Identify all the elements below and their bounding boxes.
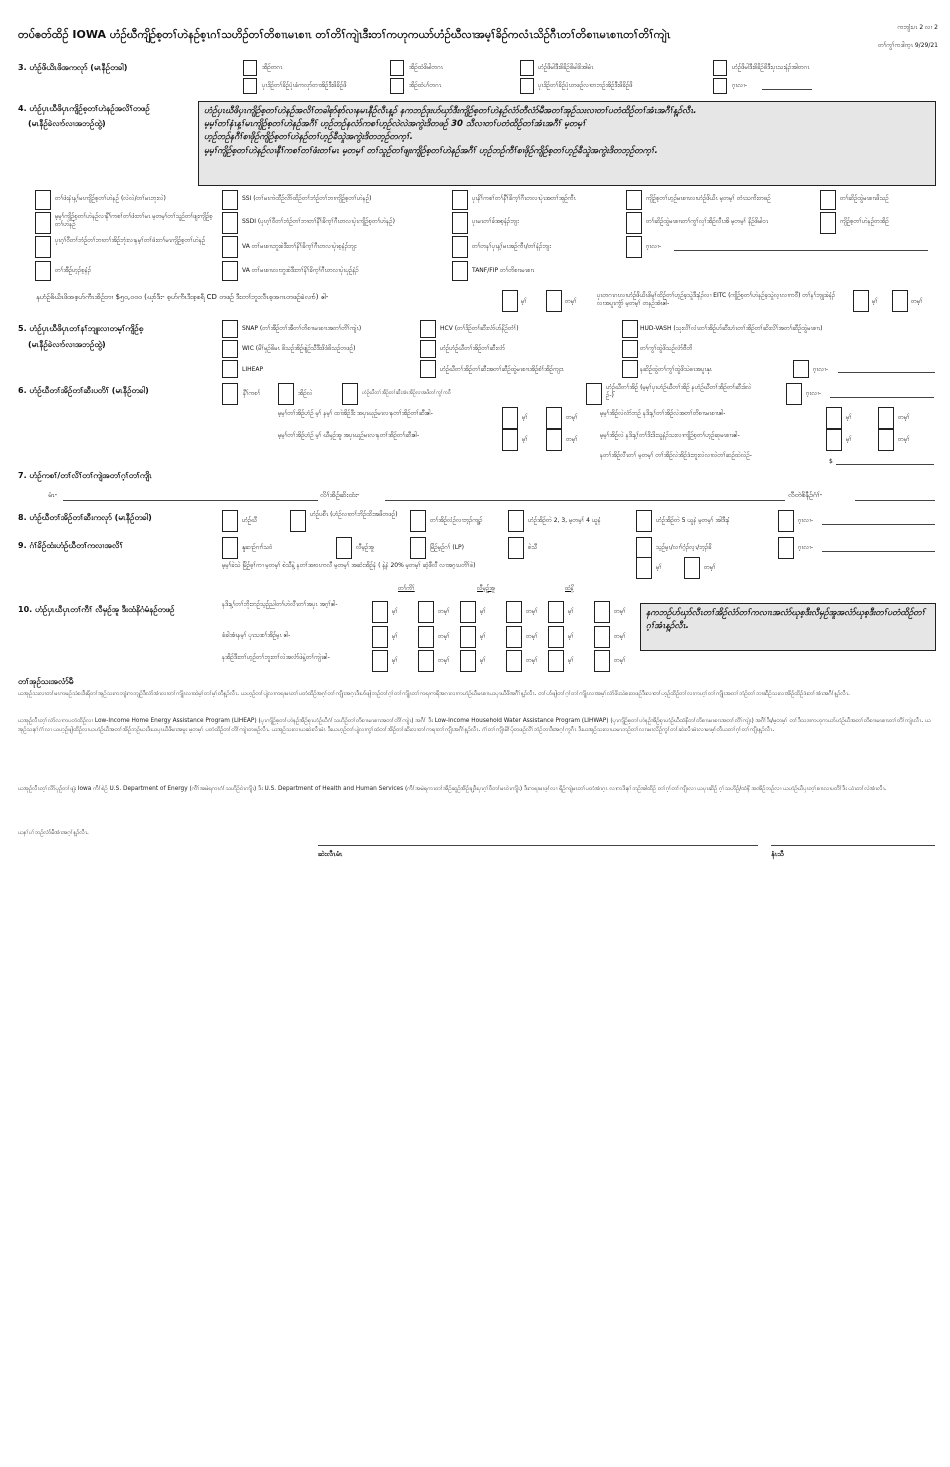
opt-label: TANF/FIP တၢ်တိစၢၤမၤစၢၤ bbox=[472, 267, 535, 274]
date-label: နံၤသီ bbox=[771, 850, 785, 858]
housing-q1: မ့မ့ၢ်တၢ်အိဉ်ဟံဉ် မ့ၢ် နမ့ၢ် ထၢဲအိဉ်ဒီး အပှၤဃုဉ်မၤလၢနတၢ်အိဉ်တၢ်ဆီးဧါ- bbox=[278, 410, 433, 417]
yes-label: မ့ၢ် bbox=[522, 414, 528, 421]
household-type-adults-no-children-checkbox[interactable] bbox=[520, 78, 534, 94]
yes-label: မ့ၢ် bbox=[392, 633, 398, 640]
housing-q4-yes-checkbox[interactable] bbox=[826, 429, 842, 451]
housing-q2-yes-checkbox[interactable] bbox=[502, 429, 518, 451]
form-title: တပ်ၜတ်ထိဉ် IOWA ဟံဉ်ဃီကျိဉ်စ့တၢ်ဟဲနဉ်စ့ၤဂၢ်သဟိဉ်တၢ်တိစၢၤမၤစၢၤ တၢ်တိၢ်ကျဲၤဒီးတၢ်ကဟုကယာ်ဟံဉ်ဃီလၢအမ့ၢ်ခိဉ်ကလံၤသိဉ်ဂီၤတၢ်တိစၢၤမၤစၢၤတၢ်တိၢ်ကျဲၤ bbox=[18, 28, 671, 41]
opt-label: VA တၢ်မၤစၢၤဘူးစဲဒီးတၢ်နိၢ်ခိက့ၢ်ဂီၤတလၢပှဲၤစ့နံၣ်ဘျး bbox=[242, 243, 357, 250]
water-q1-yes-checkbox[interactable] bbox=[548, 601, 564, 623]
housing-q4-no-checkbox[interactable] bbox=[878, 429, 894, 451]
date-input[interactable] bbox=[771, 845, 935, 846]
assets-no-checkbox[interactable] bbox=[546, 290, 562, 312]
opt-label: ဟံဉ်ဃီတၢ်အိဉ်တၢ်ဆီးအံၤအိဉ်လၢအဖိတၢ်ကွၢ်ကဝီ bbox=[362, 390, 451, 396]
no-label: တမ့ၢ် bbox=[898, 414, 910, 421]
opt-label: သ့ဉ်မ့ၤ/လၢၢ်ဂံ့ၣ်လ့ၤ/ဘ့ၣ်ခိ bbox=[656, 544, 712, 551]
utility-bills-notice: နကဘဉ်ပာ်ဃှာ်လီၤတၢ်အိဉ်လံာ်တၢ်ကလၢၤအလံာ်ဃုစ့ဒီးလီမှဉ်အူအလံာ်ဃုစ့ဒီးတၢ်ပတံထိဉ်တၢ်ဂ့ၢ်အံၤန့ၣ်လီၤ. bbox=[640, 603, 936, 651]
opt-label: မ့မ့ၢ်ကျိဉ်စ့တၢ်ဟဲနဉ်လၢနီၢ်ကစၢ်တၢ်ဖံးတၢ်မၤ မ့တမ့ၢ်တၢ်သူဉ်တၢ်ဖျးကျိဉ်စ့တၢ်ဟဲနဉ် bbox=[55, 213, 213, 228]
heat-q1-yes-checkbox[interactable] bbox=[372, 601, 388, 623]
electric-q2-yes-checkbox[interactable] bbox=[460, 626, 476, 648]
housing-q3-yes-checkbox[interactable] bbox=[826, 407, 842, 429]
eitc-no-checkbox[interactable] bbox=[892, 290, 908, 312]
income-wages-checkbox[interactable] bbox=[35, 190, 51, 210]
benefit-wic-checkbox[interactable] bbox=[222, 340, 238, 358]
income-va-disability-checkbox[interactable] bbox=[222, 236, 238, 258]
opt-label: အိဉ်လဲ bbox=[298, 390, 313, 397]
heat-q1-no-checkbox[interactable] bbox=[418, 601, 434, 623]
opt-label: တၢ်ဖံးနံၤန့ၢ်မၤကျိဉ်စ့တၢ်ဟဲနဉ် (လဲလဲ/တၢ်မၤဘုးလဲ) bbox=[55, 195, 166, 202]
notice-line: မ့မ့ၢ်ကျိဉ်စ့တၢ်ဟဲနဉ်လၢနီၢ်ကစၢ်တၢ်ဖံးတၢ်မၤ မ့တမ့ၢ် တၢ်သူဉ်တၢ်ဖျးကျိဉ်စ့တၢ်ဟဲနဉ်အဂီၢ် ဟ့ဉ်ဘဉ်ကီၢ်စၢဖိုဉ်ကျိဉ်စ့တၢ်ဟ့ဉ်ခီသူဲအကွဲးဒိတဘ့ဉ်တက့ၢ်. bbox=[204, 145, 658, 156]
yes-label: မ့ၢ် bbox=[392, 657, 398, 664]
dollar-sign: $ bbox=[829, 458, 833, 465]
benefit-other-input-line[interactable] bbox=[838, 372, 935, 373]
income-ssi-checkbox[interactable] bbox=[222, 190, 238, 210]
electric-q1-no-checkbox[interactable] bbox=[506, 601, 522, 623]
notice-line: ဟ့ဉ်ဘဉ်နဂီၢ်စၢဖိုဉ်ကျိဉ်စ့တၢ်ဟဲနဉ်တၢ်ဟ့ဉ်ခီသူဲအကွဲးဒိတဘ့ဉ်တက့ၢ်. bbox=[204, 132, 413, 143]
opt-label: ဂ့ၤလၢ- bbox=[813, 366, 829, 373]
income-social-security-checkbox[interactable] bbox=[452, 212, 468, 234]
utility-q2: ခံခါအံၤနမ့ၢ် ပှၤသးစၢ်အိဉ်မ့ၤ ဧါ- bbox=[222, 632, 291, 639]
eitc-yes-checkbox[interactable] bbox=[853, 290, 869, 312]
opt-label: ဟံဉ်အိဉ်တဲ 5 ယူနံ မ့တမ့ၢ် အါဒီးနံ bbox=[656, 517, 730, 524]
opt-label: တၢ်တနၢ်ပှၤန့ၢ်မၤအဉ်ကီၤ/တၢ်နံၣ်ဘျး bbox=[472, 243, 551, 250]
income-documents-notice bbox=[198, 101, 936, 186]
no-label: တမ့ၢ် bbox=[898, 436, 910, 443]
no-label: တမ့ၢ် bbox=[614, 633, 626, 640]
income-va-pension-checkbox[interactable] bbox=[222, 261, 238, 281]
housing-q1-yes-checkbox[interactable] bbox=[502, 407, 518, 429]
benefit-child-care-checkbox[interactable] bbox=[622, 340, 638, 358]
landlord-phone-input[interactable] bbox=[855, 500, 935, 501]
opt-label: WIC (မိၢ်မှဉ်ဖိမၤ ဖိသဉ်အိဉ်ဖျဲဉ်သီဒီးဖိဒံဖိသဉ်တဖဉ်) bbox=[242, 345, 356, 352]
household-type-single-checkbox[interactable] bbox=[243, 60, 257, 76]
yes-label: မ့ၢ် bbox=[872, 298, 878, 305]
fuel-natural-gas-checkbox[interactable] bbox=[222, 537, 238, 559]
fuel-q-yes-checkbox[interactable] bbox=[636, 557, 652, 579]
yes-label: မ့ၢ် bbox=[522, 436, 528, 443]
assets-yes-checkbox[interactable] bbox=[502, 290, 518, 312]
income-disability-checkbox[interactable] bbox=[452, 190, 468, 210]
fuel-oil-checkbox[interactable] bbox=[508, 537, 524, 559]
housing-own-checkbox[interactable] bbox=[222, 383, 238, 405]
dwelling-other-checkbox[interactable] bbox=[778, 510, 794, 532]
income-other-checkbox[interactable] bbox=[626, 236, 642, 258]
signature-label: ဆဲးလီၤမံၤ bbox=[318, 850, 343, 858]
opt-label: လီမ့ဉ်အူ bbox=[356, 544, 374, 551]
col-water: ထံနိ bbox=[565, 585, 574, 592]
opt-label: တၢ်ကွၢ်ထွဲဖိသဉ်လံာ်ဗီတိ bbox=[640, 345, 693, 352]
dwelling-other-input-line[interactable] bbox=[822, 524, 935, 525]
yes-label: မ့ၢ် bbox=[480, 657, 486, 664]
income-tanf-checkbox[interactable] bbox=[452, 261, 468, 281]
opt-label: ဟံဉ်ဖိမါဒီးဖိခိဉ်ဖိမါဖိအါမံၤ bbox=[538, 64, 594, 71]
housing-other-input-line[interactable] bbox=[830, 397, 934, 398]
housing-q3: မ့မ့ၢ်အိဉ်လဲလံာ်ဘဉ် နဒိးန့ၢ်တၢ်အိဉ်လဲအတၢ်တိစၢၤမၤစၢၤဧါ- bbox=[600, 410, 726, 417]
income-alimony-checkbox[interactable] bbox=[626, 212, 642, 234]
opt-label: နူဆၢဉ်ဂၢၢ်သဝံ bbox=[242, 544, 273, 551]
eitc-question: ပှၤတဂၤဂၤလၢဟံဉ်ဖိယိၤဖိမ့ၢ်ထိဉ်တၢ်ဟ့ဉ်ခ့သူဲဒီးနံၣ်လၢ EITC (ကျိဉ်စ့တၢ်ဟဲနဉ်ခ့သူဲလ့ၤလၢကဝီ) တၢ်နၢ်ဘျုးခဲနံၣ်လၢအပူၤကွံာ် မ့တမ့ၢ် တနဉ်အံၤဧါ- bbox=[597, 292, 836, 307]
certification-paragraph: ယအုဉ်သးလၢတၢ်မၤကမဉ်သံစးဒီးရိတၢ်အုဉ်သးကဘျံးကဘျဉ်ဒီလံာ်အံၤလၢတၢ်ကျိုၤလၢထဲမ့ၢ်တၢ်မ့ၢ်တီန့ၣ်လီၤ. ယဟ့ဉ်တၢ်ပျဲလၢကရၢမၤတၢ်ပတံထိဉ်အဂ့ၢ်တၢ်ကျိုၤအဂ့ၤဒီးပာ်ဖျါဘဉ်တၢ်ဂ့ၢ်တၢ်ကျိုၤတၢ်ကရၢကရိအဂၤလၢကဟံဉ်ဃီမၤစၢၤယပှၤဃီဖိအဂီၢ်န့ၣ်လီၤ. တၢ်ပာ်ဖျါတၢ်ဂ့ၢ်တၢ်ကျိုၤလၢအမ့ၢ်လံာ်ဖိးသဲစးတဖဉ်ဒီးလၢတၢ်ဟ့ဉ်ထိဉ်တၢ်လၢကဟ့ၢ်တၢ်ကျိုၤအတၢ်ဘံဉ်တၢ်ဘၢဆီဉ်သးလၢအိဉ်ထိဉ်ဒံးတၢ်အံၤအဂီၢ်န့ၣ်လီၤ. bbox=[18, 691, 850, 697]
housing-q2-no-checkbox[interactable] bbox=[546, 429, 562, 451]
certification-paragraph: ယအုဉ်လီၤတ့ၢ်လိာ်ပှဉ်တၢ်ဖျံး Iowa ကီၢ်စဲဉ် U.S. Department of Energy (ကီၢ်အမဲရကၤဂံၢ်သဟိဉ်ဝဲၤကျိၤ) ဒီး U.S. Department of Health and Human Services (ကီၢ်အမဲရကၤတၢ်အိဉ်ဆူဉ်အိဉ်ချ့ဒီးပှၤဂ့ၢ်ဝီတၢ်မၤဝဲၤကျိၤ) ဒီးကရၢမၤဖ့ၢ်လၢ ရိဉ်ကျဲမၤတၢ်ပတံအံၤဂ့ၤ လၢကဒိးနၢ်ဘဉ်အါထိဉ် တၢ်ဂ့ၢ်တၢ်ကျိၤလၢ ယပှၤဆိဉ် ဂ့ၢ်သဟိဉ်/ထံနိ အအိဉ်ဘဉ်လၢ ယဟံဉ်ဃီပှၤတ့ၢ်စၢၤလၢပတိၢ်ဒီး ယံၤတၢ်လဲအံၤလီၤ. bbox=[18, 786, 887, 792]
opt-label: ဟံဉ်ဃီ bbox=[242, 517, 258, 524]
utility-q3: နအိဉ်ဒီးတၢ်ဟ့ဉ်တၢ်ဘူးတၢ်လဲအလံာ်ဖဲနဲ့တၢ်ကျဲၤဧါ- bbox=[222, 654, 330, 661]
benefit-liheap-checkbox[interactable] bbox=[222, 360, 238, 378]
section-5-label: 5. ဟံဉ်ပှၤဃီဖိပှၤတၢ်နၢ်ဘျုးလၢတမ့ၢ်ကျိဉ်စ့ bbox=[18, 324, 144, 333]
certification-heading: တၢ်အုဉ်သးအလံာ်မီ bbox=[18, 677, 74, 686]
fuel-other-input-line[interactable] bbox=[822, 551, 935, 552]
opt-label: ဟံဉ်ဃီတၢ်အိဉ်တၢ်ဆီးအတၢ်ဆီဉ်ထွဲမၤစၢၤအိဉ်စံၢ်အိဉ်ကျးၤ bbox=[440, 366, 564, 373]
certification-agree: ယနၢ်ပၢ်ဘဉ်လံာ်မီအံၤအဂ့ၢ်န့ၣ်လီၤ. bbox=[18, 830, 89, 836]
section-10-label: 10. ဟံဉ်ပှၤဃီပှၤတၢ်ကီၢ် လီမှဉ်အူ ဒီးထံနိဂံမံနဉ်တဖဉ် bbox=[18, 605, 175, 614]
opt-label: ဂ့ၤလၢ- bbox=[798, 517, 814, 524]
yes-label: မ့ၢ် bbox=[480, 633, 486, 640]
benefit-public-housing-checkbox[interactable] bbox=[420, 340, 436, 358]
no-label: တမ့ၢ် bbox=[566, 436, 578, 443]
opt-label: စဲသီ bbox=[528, 544, 538, 551]
landlord-address-label: လိၢ်အိဉ်ဆိးထံး- bbox=[320, 491, 360, 499]
benefit-hcv-checkbox[interactable] bbox=[420, 320, 436, 338]
opt-label: တၢ်အိဉ်လံဉ်လၢဘ့ၣ်ကျ့ၣ် bbox=[430, 517, 483, 524]
yes-label: မ့ၢ် bbox=[568, 657, 574, 664]
landlord-name-input[interactable] bbox=[63, 500, 318, 501]
section-8-label: 8. ဟံဉ်ဃီတၢ်အိဉ်တၢ်ဆီးကလုာ် (မၤနီဉ်တခါ) bbox=[18, 513, 152, 522]
dwelling-mobile-home-checkbox[interactable] bbox=[290, 510, 306, 532]
household-type-other-checkbox[interactable] bbox=[713, 78, 727, 94]
section-3-label: 3. ဟံဉ်ဖိယိၤဖိအကလုာ် (မၤနီဉ်တခါ) bbox=[18, 63, 128, 72]
opt-label: ဟံဉ်အိဉ်တဲ 2, 3, မ့တမ့ၢ် 4 ယူနံ bbox=[528, 517, 601, 524]
section-9-label: 9. ဂံၢ်ခိဉ်ထံးဟံဉ်ဃီတၢ်ကလၢအလိၢ် bbox=[18, 541, 123, 550]
yes-label: မ့ၢ် bbox=[846, 436, 852, 443]
benefit-foster-care-checkbox[interactable] bbox=[622, 360, 638, 378]
opt-label: ပှၤမၤတၢ်ခ်အစ့နံၣ်ဘျး bbox=[472, 218, 519, 225]
no-label: တမ့ၢ် bbox=[438, 657, 450, 664]
no-label: တမ့ၢ် bbox=[526, 657, 538, 664]
no-label: တမ့ၢ် bbox=[526, 633, 538, 640]
assets-question: နဟံဉ်ဖိယိၤဖိအစ့ဟ်ကီၤအိဉ်ဘၢ $၅၀,၀၀၀ (ဃုာ်ဒီး- စ့ဟ်ကီၤဒီးစ့စရီ CD တဖဉ် ဒီးတၢ်ဘူးလီၤစ့အဂၤတဖဉ်ခဲလၢာ်) ဧါ- bbox=[36, 293, 329, 301]
opt-label: ကျိဉ်စ့တၢ်ဟဲနဉ်တအိဉ် bbox=[840, 218, 889, 225]
housing-q2: မ့မ့ၢ်တၢ်အိဉ်ဟံဉ် မ့ၢ် ဃီမှဉ်အူ အပှၤဃုဉ်မၤလၢနတၢ်အိဉ်တၢ်ဆီးဧါ- bbox=[278, 432, 420, 439]
no-label: တမ့ၢ် bbox=[704, 564, 716, 571]
housing-q1-no-checkbox[interactable] bbox=[546, 407, 562, 429]
benefit-other-checkbox[interactable] bbox=[793, 360, 809, 378]
opt-label: တၢ်ဆိဉ်ထွဲမၤစၢၤဖိသဉ် bbox=[840, 195, 889, 202]
yes-label: မ့ၢ် bbox=[656, 564, 662, 571]
household-type-single-parent-checkbox[interactable] bbox=[390, 60, 404, 76]
water-q3-yes-checkbox[interactable] bbox=[548, 650, 564, 672]
signature-input[interactable] bbox=[318, 845, 758, 846]
opt-label: မြိဉ်မ့ဉ်ဂၢ် (LP) bbox=[430, 544, 464, 551]
housing-q4: မ့မ့ၢ်အိဉ်လဲ နဒိးန့ၢ်တၢ်ဒိးဒိးသူနံၣ်သးလၢကျိဉ်စ့တၢ်ဟ့ဉ်ဆုမၤစၢၤဧါ- bbox=[600, 432, 740, 439]
no-label: တမ့ၢ် bbox=[565, 298, 577, 305]
electric-q2-no-checkbox[interactable] bbox=[506, 626, 522, 648]
housing-q3-no-checkbox[interactable] bbox=[878, 407, 894, 429]
fuel-wood-coal-checkbox[interactable] bbox=[636, 537, 652, 559]
opt-label: တၢ်ဆိဉ်ထွဲမၤစၢၤတၢ်ကွၢ်လှၢ်အိဉ်လီၤအိ မ့တမ့ၢ် နိဉ်ဖိမါဝၤ bbox=[646, 218, 769, 225]
household-type-single-father-checkbox[interactable] bbox=[390, 78, 404, 94]
income-ssdi-checkbox[interactable] bbox=[222, 212, 238, 234]
opt-label: ဟံဉ်ဃီတၢ်အိဉ် (မ့မ့ၢ်ပှၤဟံဉ်ဃီတၢ်အိဉ် နဟံဉ်ဃီတၢ်အိဉ်တၢ်ဆီးဒ်လဲဉ်-) bbox=[606, 384, 752, 399]
heat-q3-yes-checkbox[interactable] bbox=[372, 650, 388, 672]
yes-label: မ့ၢ် bbox=[480, 608, 486, 615]
opt-label: ပှၤဂ့ၢ်ဝီတၢ်ဘံဉ်တၢ်ဘၢတၢ်အိဉ်ဘုံးလၢနမ့ၢ်တၢ်ဖံးတၢ်မၤကျိဉ်စ့တၢ်ဟဲနဉ် bbox=[55, 237, 206, 244]
col-heat: တၢ်ကိၢ် bbox=[398, 585, 415, 592]
no-label: တမ့ၢ် bbox=[614, 657, 626, 664]
landlord-name-label: မံၤ- bbox=[48, 491, 58, 499]
water-q2-yes-checkbox[interactable] bbox=[548, 626, 564, 648]
opt-label: ဟံဉ်ဟံဉ်ဃီတၢ်အိဉ်တၢ်ဆီးလံာ် bbox=[440, 345, 506, 352]
income-pension-checkbox[interactable] bbox=[35, 261, 51, 281]
opt-label: ပှၤနိၢ်ကစၢ်တၢ်နီၢ်ခိက့ၢ်ဂီၤတလၢပှဲၤအတၢ်အုဉ်ကီၤ bbox=[472, 195, 576, 202]
heat-q2-no-checkbox[interactable] bbox=[418, 626, 434, 648]
opt-label: တၢ်အီဉ်ဟ့ၣ်စ့နံၣ် bbox=[55, 267, 92, 274]
no-label: တမ့ၢ် bbox=[911, 298, 923, 305]
opt-label: ဂ့ၤလၢ- bbox=[732, 82, 748, 89]
benefit-snap-checkbox[interactable] bbox=[222, 320, 238, 338]
opt-label: အိဉ်တဂၤ bbox=[262, 64, 283, 71]
section-6-label: 6. ဟံဉ်ဃီတၢ်အိဉ်တၢ်ဆီးပတိၢ် (မၤနီဉ်တခါ) bbox=[18, 386, 149, 395]
opt-label: ဟံဉ်ပစီၤ (ဟံဉ်လၢတၢ်ဘိဉ်ထိးအဖိတဖဉ်) bbox=[310, 511, 398, 518]
housing-q5: နတၢ်အိဉ်လီၤတၢ် မ့တမ့ၢ် တၢ်အိဉ်လဲအိဉ်ဒံးဘူးလဲလၢလဲတၢ်ဆဉ်ထဲလဲဉ်- bbox=[600, 452, 752, 459]
benefit-housing-support-checkbox[interactable] bbox=[420, 360, 436, 378]
yes-label: မ့ၢ် bbox=[846, 414, 852, 421]
fuel-question: မ့မ့ၢ်ခဲသဲ မြိဉ်ဓ့ၢ်ကၢ မ့တမ့ၢ် စဲသီနဲ့ နတၢ်အၢ၀ၤကလီ မ့တမ့ၢ် အဆံးအိဉ်နံ ( နဲ့နံ 20% မ့တမ့ၢ် ဆံ့ဖီလီ လၢအဂ့ၤပတိၢ်ဖဲ) bbox=[222, 562, 476, 569]
opt-label: အိဉ်ထံပၢ်တဂၤ bbox=[409, 82, 442, 89]
opt-label: ပှၤဒိဉ်တၢ်ခိဉ်ပုံၤတဖဉ်လၢတဘဉ်အိဉ်ဒီးဖိခိဉ်ဖိ bbox=[538, 82, 633, 89]
yes-label: မ့ၢ် bbox=[521, 298, 527, 305]
yes-label: မ့ၢ် bbox=[568, 608, 574, 615]
col-electric: လီမ့ဉ်အူ bbox=[477, 585, 495, 592]
housing-shared-checkbox[interactable] bbox=[586, 383, 602, 405]
housing-other-checkbox[interactable] bbox=[786, 383, 802, 405]
notice-line: ဟံဉ်ပှၤဃီဖိပှၤကျိဉ်စ့တၢ်ဟဲနဉ်အလိၢ်တခါစုာ်စုာ်လၢနမၤနီဉ်လီၤန့ၣ် နကဘဉ်ဒုးပာ်ဃှာ်ဒီးကျိဉ်စ့တၢ်ဟဲနဉ်လံာ်တီလံာ်မီအတၢ်အုဉ်သးလၢတၢ်ပတံထိဉ်တၢ်အံၤအဂီၢ်န့ၣ်လီၤ. bbox=[204, 106, 697, 116]
water-q2-no-checkbox[interactable] bbox=[594, 626, 610, 648]
revision-date: တၢ်ကွၢ်ကဒါက့ၤ 9/29/21 bbox=[878, 42, 938, 49]
opt-label: ဟံဉ်ဖိမါဒီးဖိခိဉ်ဖိ​ဒီးပှၤသးနံၣ်အါတဂၤ bbox=[732, 64, 810, 71]
opt-label: SSDI (ပှၤဂ့ၢ်ဝီတၢ်ဘံဉ်တၢ်ဘၢတၢ်နီၢ်ခိက့ၢ်ဂီၤတလၢပှဲၤကျိဉ်စ့တၢ်ဟဲနဉ်) bbox=[242, 218, 395, 225]
electric-q3-no-checkbox[interactable] bbox=[506, 650, 522, 672]
no-label: တမ့ၢ် bbox=[614, 608, 626, 615]
electric-q1-yes-checkbox[interactable] bbox=[460, 601, 476, 623]
section-7-label: 7. ဟံဉ်ကစၢ်/တၢ်လိၢ်တၢ်ကျဲအတၢ်ဂ့ၢ်တၢ်ကျိၤ bbox=[18, 471, 152, 480]
housing-subsidized-checkbox[interactable] bbox=[342, 383, 358, 405]
household-type-two-adults-children-checkbox[interactable] bbox=[243, 78, 257, 94]
other-input-line[interactable] bbox=[762, 89, 812, 90]
certification-paragraph: ယအုဉ်လီၤတ့ၢ်လံာ်လၢကပတံထိဉ်လၢ Low-Income Home Energy Assistance Program (LIHEAP) (ပှၤကျိဉ်စ့တၢ်ဟဲနဉ်အိဉ်စုၤဟံဉ်ဃီဂံၢ်သဟိဉ်တၢ်တိစၢၤမၤစၢၤအတၢ်တိၢ်ကျဲၤ) အဂီၢ် ဒီး Low-Income Household Water Assistance Program (LIHWAP) (ပှၤကျိဉ်စ့တၢ်ဟဲနဉ်အိဉ်စုၤဟံဉ်ဃီထံနိတၢ်တိစၢၤမၤစၢၤအတၢ်တိၢ်ကျဲၤ) အဂီၢ်ဒီး/မ့တမ့ၢ် တၢ်ဒီသဒၢကဟုကယာ်ဟံဉ်ဃီအတၢ်တိစၢၤမၤစၢၤတၢ်တိၢ်ကျဲၤလီၤ. ယအုဉ်သးနၢ်ဂံၢ်လၢ ယဟ့ဉ်ဖျါထိဉ်လၢယဟံဉ်ဃီအတၢ်အိဉ်ဘဉ်ဃးဒီးယပှၤဃီဖိမၤအမူး မ့တမ့ၢ် ပတံထိဉ်တၢ်တိၢ်ကျဲၤတဖဉ်လီၤ. ယအုဉ်သးလၢယဆဲးလီၤမံၤ ဒီးယဟ့ဉ်တၢ်ပျဲလၢကွၢ်ထံတၢ်အိဉ်တၢ်ဆိးလၢတၢ်ကရၢတၢ်ကျိၤအဂီၢ်န့ၣ်လီၤ. ဂံၢ်တၢ်ကျိၤမိၢ်ပှ်တဖဉ်လိၢ်ဘံဉ်ဘၢဒီးအဂ့ၢ်ကူဂီၤ ဒီးယအုဉ်သးလၢယမၤဘဉ်တၢ်လၢၤမၤလိဉ်ကွၢ်တၢ်ဆဲးလီၤမံၤလၢမၤမ့ၢ်တီယတၢ်ဂ့ၢ်တၢ်ကျိၤန့ၣ်လီၤ. bbox=[18, 718, 931, 733]
no-label: တမ့ၢ် bbox=[438, 608, 450, 615]
income-family-support-checkbox[interactable] bbox=[626, 190, 642, 210]
benefit-hud-vash-checkbox[interactable] bbox=[622, 320, 638, 338]
household-type-extended-checkbox[interactable] bbox=[713, 60, 727, 76]
income-workers-comp-checkbox[interactable] bbox=[452, 236, 468, 258]
housing-rent-checkbox[interactable] bbox=[278, 383, 294, 405]
opt-label: VA တၢ်မၤစၢၤလၢဘူးစဲဒီးတၢ်နိၢ်ခိက့ၢ်ဂီၤတလၢပှဲၤပှဉ်နံၣ် bbox=[242, 267, 359, 274]
fuel-electric-checkbox[interactable] bbox=[336, 537, 352, 559]
income-child-support-checkbox[interactable] bbox=[820, 190, 836, 210]
no-label: တမ့ၢ် bbox=[526, 608, 538, 615]
income-self-employment-checkbox[interactable] bbox=[35, 212, 51, 234]
opt-label: ဂ့ၤလၢ- bbox=[806, 390, 822, 397]
yes-label: မ့ၢ် bbox=[392, 608, 398, 615]
no-label: တမ့ၢ် bbox=[566, 414, 578, 421]
fuel-other-checkbox[interactable] bbox=[778, 537, 794, 559]
dwelling-2-4-units-checkbox[interactable] bbox=[508, 510, 524, 532]
landlord-address-input[interactable] bbox=[385, 500, 785, 501]
water-q1-no-checkbox[interactable] bbox=[594, 601, 610, 623]
opt-label: ကျိဉ်စ့တၢ်ဟ့ဉ်မၤစၢၤလၢဟံဉ်ဖိယိၤ မ့တမ့ၢ် တံၤသကိးတဖဉ် bbox=[646, 195, 771, 202]
opt-label: LIHEAP bbox=[242, 366, 264, 373]
page-number: ကဘျံးပၤ 2 လၢ 2 bbox=[897, 24, 938, 31]
section-4-label: 4. ဟံဉ်ပှၤဃီဖိပှၤကျိဉ်စ့တၢ်ဟဲနဉ်အလိၢ်တဖဉ် bbox=[18, 104, 150, 113]
water-q3-no-checkbox[interactable] bbox=[594, 650, 610, 672]
notice-line: မ့မ့ၢ်တၢ်နံၤန့ၢ်မၤကျိဉ်စ့တၢ်ဟဲနဉ်အဂီၢ် ဟ့ဉ်ဘဉ်နလံာ်ကစၢ်ဟ့ဉ်လဲလဲအကွဲးဒိတဖဉ် 30 သီလၢတၢ်ပတံထိဉ်တၢ်အံၤအဂီၢ် မ့တမ့ၢ် bbox=[204, 119, 586, 130]
income-other-input-line[interactable] bbox=[674, 250, 928, 251]
opt-label: နီၢ်ကစၢ် bbox=[243, 390, 261, 397]
opt-label: အိဉ်ထံဖိမါတဂၤ bbox=[409, 64, 444, 71]
section-5-sub: (မၤနီဉ်ခဲလၢာ်လၢအဘဉ်ထွဲ) bbox=[28, 340, 106, 349]
fuel-q-no-checkbox[interactable] bbox=[684, 557, 700, 579]
opt-label: ပှၤဒိဉ်တၢ်ခိဉ်ပုံၤခံကလုာ်တၢအိဉ်ဒီးဖိခိဉ်ဖိ bbox=[262, 82, 347, 89]
utility-q1: နဒိးန့ၢ်တၢ်ဘိုးဘဉ်သ့ဉ်ညါတၢ်ဟဲလီၤတၢ်အပှၤ အဂ့ၢ်ဧါ- bbox=[222, 601, 338, 608]
opt-label: SSI (တၢ်မၤကဲထီဉ်လိာ်ထိဉ်တၢ်ဘံဉ်တၢ်ဘၢကျိဉ်စ့တၢ်ဟဲနဉ်) bbox=[242, 195, 372, 202]
heat-q3-no-checkbox[interactable] bbox=[418, 650, 434, 672]
dwelling-apartment-checkbox[interactable] bbox=[410, 510, 426, 532]
electric-q3-yes-checkbox[interactable] bbox=[460, 650, 476, 672]
income-unemployment-checkbox[interactable] bbox=[35, 236, 51, 258]
opt-label: HCV (တၢ်ဒိဉ်တၢ်ဆီးလံာ်ပာ်နိဉ်တံၢ်) bbox=[440, 325, 519, 332]
rent-amount-input-line[interactable] bbox=[836, 464, 934, 465]
dwelling-house-checkbox[interactable] bbox=[222, 510, 238, 532]
opt-label: SNAP (တၢ်အီဉ်တၢ်အီတၢ်တိစၢၤမၤစၢၤအတၢ်တိၢ်ကျဲၤ) bbox=[242, 325, 362, 332]
opt-label: ဂ့ၤလၢ- bbox=[646, 243, 662, 250]
heat-q2-yes-checkbox[interactable] bbox=[372, 626, 388, 648]
landlord-phone-label: လီတဲစိနီဉ်ဂံၢ်- bbox=[788, 491, 823, 499]
opt-label: နဆိဉ်ထွဲတၢ်ကွၢ်ထွဲဖိသဲဓၤအပူၤနုၤ bbox=[640, 366, 712, 373]
income-none-checkbox[interactable] bbox=[820, 212, 836, 234]
opt-label: HUD-VASH (သုးလိၢ်လံၤတၢ်အိဉ်ဟ်ဆီးဟံၤတၢ်အိဉ်တၢ်ဆိးလိၢ်အတၢ်ဆီဉ်ထွဲမၤစၢၤ) bbox=[640, 325, 823, 332]
dwelling-5-plus-units-checkbox[interactable] bbox=[636, 510, 652, 532]
opt-label: ဂ့ၤလၢ- bbox=[798, 544, 814, 551]
section-4-sub: (မၤနီဉ်ခဲလၢာ်လၢအဘဉ်ထွဲ) bbox=[28, 119, 106, 128]
yes-label: မ့ၢ် bbox=[568, 633, 574, 640]
household-type-couple-children-checkbox[interactable] bbox=[520, 60, 534, 76]
no-label: တမ့ၢ် bbox=[438, 633, 450, 640]
fuel-propane-checkbox[interactable] bbox=[410, 537, 426, 559]
